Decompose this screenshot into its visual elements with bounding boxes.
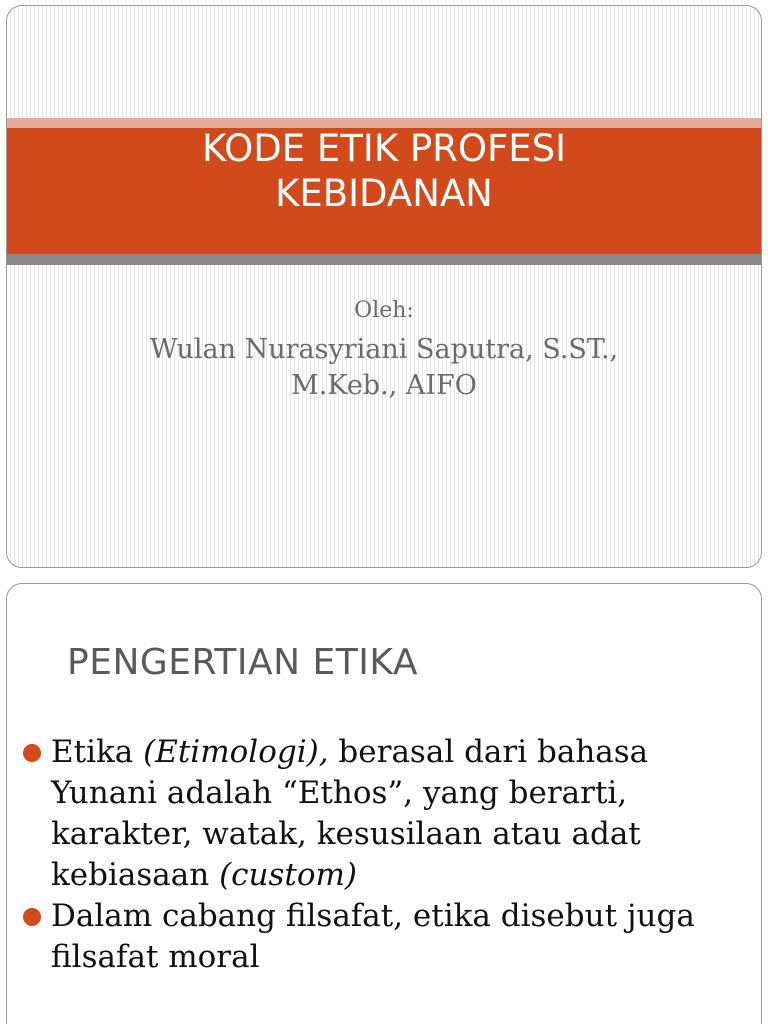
- byline: [7, 296, 761, 404]
- title-slide: [6, 5, 762, 568]
- bullet-item: [23, 896, 753, 978]
- byline-label: Oleh:: [354, 298, 414, 323]
- bullet-text: [51, 734, 648, 893]
- author-name-line-2: M.Keb., AIFO: [291, 370, 477, 401]
- slide-title: [7, 126, 761, 216]
- section-heading: PENGERTIAN ETIKA: [67, 642, 418, 683]
- bullet-list: [23, 732, 753, 978]
- content-slide: [6, 583, 762, 1024]
- author-name: [7, 332, 761, 404]
- bullet-dot-icon: [23, 908, 41, 926]
- slide-title-line-2: KEBIDANAN: [275, 172, 493, 215]
- bullet-text-part-italic: (custom): [219, 857, 358, 893]
- slide-title-line-1: KODE ETIK PROFESI: [201, 127, 567, 170]
- bullet-dot-icon: [23, 744, 41, 762]
- bullet-text-part-italic: (Etimologi),: [143, 734, 329, 770]
- bullet-text: [51, 898, 695, 975]
- bullet-text-part: berasal dari bahasa Yunani adalah “Ethos”, yang berarti, karakter, watak, kesusilaan atau adat kebiasaan: [51, 734, 649, 893]
- bullet-text-part: Etika: [51, 734, 144, 770]
- author-name-line-1: Wulan Nurasyriani Saputra, S.ST.,: [149, 334, 619, 365]
- bullet-item: [23, 732, 753, 896]
- bullet-text-part: Dalam cabang filsafat, etika disebut juga filsafat moral: [51, 898, 695, 975]
- title-band-bottom-stripe: [7, 254, 761, 265]
